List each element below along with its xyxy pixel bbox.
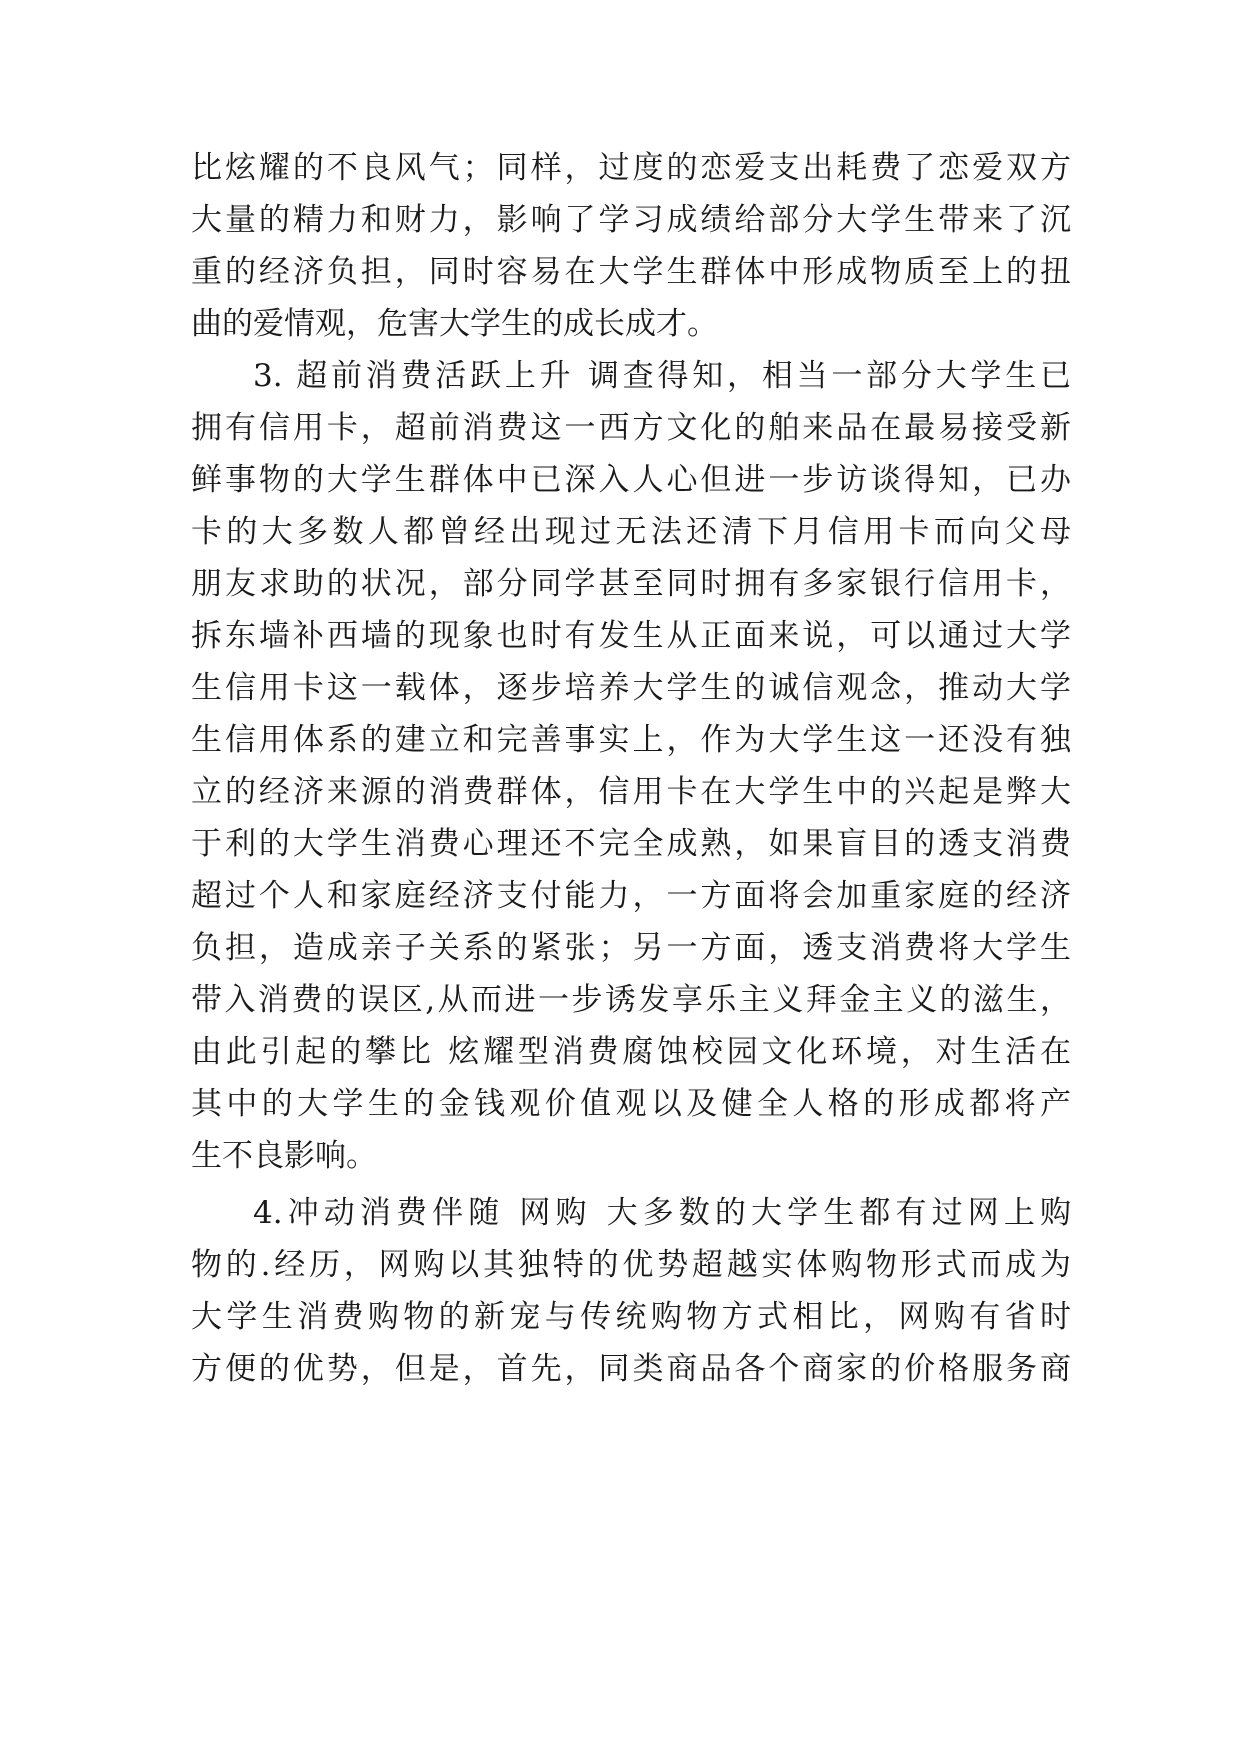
text-line: 于利的大学生消费心理还不完全成熟，如果盲目的透支消费 (191, 826, 1071, 862)
text-line: 拆东墙补西墙的现象也时有发生从正面来说，可以通过大学 (191, 618, 1071, 654)
text-line: 带入消费的误区,从而进一步诱发享乐主义拜金主义的滋生， (191, 982, 1071, 1018)
text-line: 比炫耀的不良风气；同样，过度的恋爱支出耗费了恋爱双方 (191, 150, 1071, 186)
body-text (191, 142, 1071, 1395)
text-line: 生信用体系的建立和完善事实上，作为大学生这一还没有独 (191, 722, 1071, 758)
paragraph (191, 350, 1071, 1182)
text-line: 3. 超前消费活跃上升 调查得知，相当一部分大学生已 (253, 358, 1071, 394)
text-line: 方便的优势，但是，首先，同类商品各个商家的价格服务商 (191, 1351, 1071, 1387)
text-line: 朋友求助的状况，部分同学甚至同时拥有多家银行信用卡， (191, 566, 1071, 602)
text-line: 超过个人和家庭经济支付能力，一方面将会加重家庭的经济 (191, 878, 1071, 914)
text-line: 生不良影响。 (191, 1138, 377, 1174)
text-line: 卡的大多数人都曾经出现过无法还清下月信用卡而向父母 (191, 514, 1071, 550)
text-line: 由此引起的攀比 炫耀型消费腐蚀校园文化环境，对生活在 (191, 1034, 1071, 1070)
text-line: 鲜事物的大学生群体中已深入人心但进一步访谈得知，已办 (191, 462, 1071, 498)
text-line: 曲的爱情观，危害大学生的成长成才。 (191, 306, 718, 342)
paragraph (191, 1187, 1071, 1395)
text-line: 物的.经历，网购以其独特的优势超越实体购物形式而成为 (191, 1247, 1071, 1283)
paragraph (191, 142, 1071, 350)
text-line: 4.冲动消费伴随 网购 大多数的大学生都有过网上购 (253, 1195, 1071, 1231)
text-line: 立的经济来源的消费群体，信用卡在大学生中的兴起是弊大 (191, 774, 1071, 810)
text-line: 拥有信用卡，超前消费这一西方文化的舶来品在最易接受新 (191, 410, 1071, 446)
text-line: 生信用卡这一载体，逐步培养大学生的诚信观念，推动大学 (191, 670, 1071, 706)
text-line: 大学生消费购物的新宠与传统购物方式相比，网购有省时 (191, 1299, 1071, 1335)
text-line: 大量的精力和财力，影响了学习成绩给部分大学生带来了沉 (191, 202, 1071, 238)
text-line: 负担，造成亲子关系的紧张；另一方面，透支消费将大学生 (191, 930, 1071, 966)
text-line: 其中的大学生的金钱观价值观以及健全人格的形成都将产 (191, 1086, 1071, 1122)
text-line: 重的经济负担，同时容易在大学生群体中形成物质至上的扭 (191, 254, 1071, 290)
